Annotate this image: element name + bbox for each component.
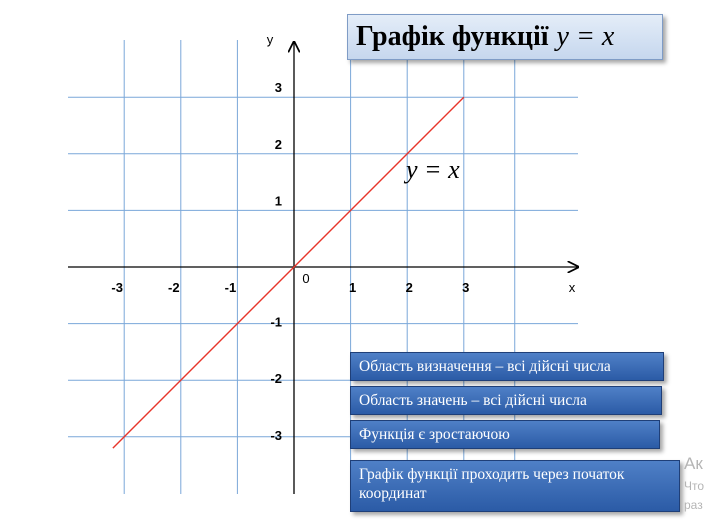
y-tick-label: -1 xyxy=(270,314,282,330)
x-tick-label: -2 xyxy=(168,280,180,295)
watermark-line-1: Ак xyxy=(684,454,703,473)
slide-title xyxy=(347,14,663,60)
y-tick-label: 1 xyxy=(274,193,282,209)
x-tick-label: 1 xyxy=(348,280,357,295)
x-axis-label: x xyxy=(568,280,576,295)
y-axis-label: y xyxy=(266,32,274,47)
x-tick-label: -1 xyxy=(224,280,237,295)
y-tick-label: -2 xyxy=(270,371,282,387)
y-tick-label: 2 xyxy=(274,136,282,152)
info-box-increasing: Функція є зростаючою xyxy=(350,420,660,449)
y-tick-label: -3 xyxy=(270,427,282,443)
title-formula: y = x xyxy=(556,21,615,52)
title-text: Графік функції xyxy=(356,21,549,52)
watermark-line-3: раз xyxy=(684,498,703,512)
info-box-origin: Графік функції проходить через початок координат xyxy=(350,460,680,512)
info-box-domain: Область визначення – всі дійсні числа xyxy=(350,352,664,381)
x-tick-label: 3 xyxy=(462,280,470,295)
origin-label: 0 xyxy=(302,271,310,286)
info-box-range: Область значень – всі дійсні числа xyxy=(350,386,662,415)
watermark-line-2: Что xyxy=(684,479,705,493)
x-tick-label: -3 xyxy=(111,280,123,295)
x-tick-label: 2 xyxy=(405,280,413,295)
line-annotation: y = x xyxy=(406,155,460,184)
y-tick-label: 3 xyxy=(274,80,282,96)
